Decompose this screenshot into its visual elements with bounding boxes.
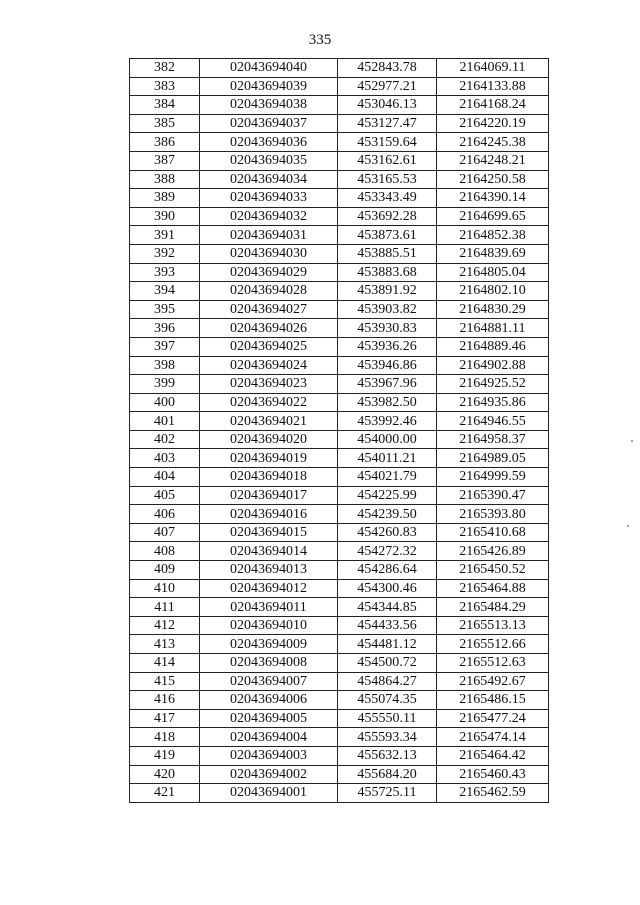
y-coordinate-cell: 2165450.52: [437, 561, 549, 580]
y-coordinate-cell: 2164902.88: [437, 356, 549, 375]
x-coordinate-cell: 454433.56: [338, 616, 437, 635]
table-row: [130, 635, 549, 654]
parcel-id-cell: 02043694013: [200, 561, 338, 580]
x-coordinate-cell: 454272.32: [338, 542, 437, 561]
parcel-id-cell: 02043694011: [200, 598, 338, 617]
row-number-cell: 396: [130, 319, 200, 338]
y-coordinate-cell: 2164946.55: [437, 412, 549, 431]
coordinates-table: [129, 58, 549, 803]
table-row: [130, 96, 549, 115]
table-row: [130, 505, 549, 524]
table-row: [130, 375, 549, 394]
y-coordinate-cell: 2164248.21: [437, 151, 549, 170]
parcel-id-cell: 02043694030: [200, 244, 338, 263]
table-row: [130, 598, 549, 617]
table-row: [130, 449, 549, 468]
table-row: [130, 151, 549, 170]
parcel-id-cell: 02043694031: [200, 226, 338, 245]
y-coordinate-cell: 2164958.37: [437, 430, 549, 449]
parcel-id-cell: 02043694005: [200, 709, 338, 728]
x-coordinate-cell: 453936.26: [338, 337, 437, 356]
row-number-cell: 404: [130, 468, 200, 487]
parcel-id-cell: 02043694004: [200, 728, 338, 747]
parcel-id-cell: 02043694037: [200, 114, 338, 133]
x-coordinate-cell: 453885.51: [338, 244, 437, 263]
y-coordinate-cell: 2165513.13: [437, 616, 549, 635]
parcel-id-cell: 02043694003: [200, 746, 338, 765]
row-number-cell: 397: [130, 337, 200, 356]
row-number-cell: 386: [130, 133, 200, 152]
row-number-cell: 419: [130, 746, 200, 765]
row-number-cell: 417: [130, 709, 200, 728]
y-coordinate-cell: 2164220.19: [437, 114, 549, 133]
table-row: [130, 765, 549, 784]
x-coordinate-cell: 453873.61: [338, 226, 437, 245]
y-coordinate-cell: 2165477.24: [437, 709, 549, 728]
table-row: [130, 300, 549, 319]
x-coordinate-cell: 453159.64: [338, 133, 437, 152]
row-number-cell: 387: [130, 151, 200, 170]
row-number-cell: 398: [130, 356, 200, 375]
table-row: [130, 691, 549, 710]
row-number-cell: 414: [130, 654, 200, 673]
x-coordinate-cell: 454260.83: [338, 523, 437, 542]
y-coordinate-cell: 2165460.43: [437, 765, 549, 784]
y-coordinate-cell: 2165464.42: [437, 746, 549, 765]
table-row: [130, 430, 549, 449]
table-row: [130, 672, 549, 691]
row-number-cell: 383: [130, 77, 200, 96]
x-coordinate-cell: 453162.61: [338, 151, 437, 170]
y-coordinate-cell: 2165492.67: [437, 672, 549, 691]
y-coordinate-cell: 2164699.65: [437, 207, 549, 226]
y-coordinate-cell: 2164390.14: [437, 189, 549, 208]
row-number-cell: 421: [130, 784, 200, 803]
row-number-cell: 416: [130, 691, 200, 710]
x-coordinate-cell: 452977.21: [338, 77, 437, 96]
y-coordinate-cell: 2164069.11: [437, 59, 549, 78]
table-row: [130, 784, 549, 803]
row-number-cell: 382: [130, 59, 200, 78]
parcel-id-cell: 02043694033: [200, 189, 338, 208]
row-number-cell: 385: [130, 114, 200, 133]
y-coordinate-cell: 2165486.15: [437, 691, 549, 710]
parcel-id-cell: 02043694018: [200, 468, 338, 487]
row-number-cell: 401: [130, 412, 200, 431]
parcel-id-cell: 02043694012: [200, 579, 338, 598]
y-coordinate-cell: 2165474.14: [437, 728, 549, 747]
parcel-id-cell: 02043694027: [200, 300, 338, 319]
parcel-id-cell: 02043694016: [200, 505, 338, 524]
table-row: [130, 709, 549, 728]
row-number-cell: 395: [130, 300, 200, 319]
parcel-id-cell: 02043694017: [200, 486, 338, 505]
table-row: [130, 746, 549, 765]
parcel-id-cell: 02043694024: [200, 356, 338, 375]
table-row: [130, 579, 549, 598]
y-coordinate-cell: 2164935.86: [437, 393, 549, 412]
row-number-cell: 405: [130, 486, 200, 505]
row-number-cell: 410: [130, 579, 200, 598]
table-row: [130, 616, 549, 635]
y-coordinate-cell: 2164999.59: [437, 468, 549, 487]
parcel-id-cell: 02043694025: [200, 337, 338, 356]
parcel-id-cell: 02043694034: [200, 170, 338, 189]
y-coordinate-cell: 2164168.24: [437, 96, 549, 115]
row-number-cell: 390: [130, 207, 200, 226]
x-coordinate-cell: 455593.34: [338, 728, 437, 747]
row-number-cell: 420: [130, 765, 200, 784]
row-number-cell: 412: [130, 616, 200, 635]
x-coordinate-cell: 453046.13: [338, 96, 437, 115]
table-row: [130, 114, 549, 133]
x-coordinate-cell: 455632.13: [338, 746, 437, 765]
row-number-cell: 418: [130, 728, 200, 747]
row-number-cell: 392: [130, 244, 200, 263]
parcel-id-cell: 02043694014: [200, 542, 338, 561]
row-number-cell: 408: [130, 542, 200, 561]
y-coordinate-cell: 2164245.38: [437, 133, 549, 152]
parcel-id-cell: 02043694007: [200, 672, 338, 691]
x-coordinate-cell: 454344.85: [338, 598, 437, 617]
row-number-cell: 391: [130, 226, 200, 245]
y-coordinate-cell: 2165462.59: [437, 784, 549, 803]
row-number-cell: 406: [130, 505, 200, 524]
row-number-cell: 393: [130, 263, 200, 282]
x-coordinate-cell: 453967.96: [338, 375, 437, 394]
y-coordinate-cell: 2164805.04: [437, 263, 549, 282]
row-number-cell: 409: [130, 561, 200, 580]
parcel-id-cell: 02043694026: [200, 319, 338, 338]
table-row: [130, 356, 549, 375]
table-row: [130, 337, 549, 356]
table-row: [130, 561, 549, 580]
x-coordinate-cell: 453343.49: [338, 189, 437, 208]
x-coordinate-cell: 454225.99: [338, 486, 437, 505]
x-coordinate-cell: 455725.11: [338, 784, 437, 803]
table-row: [130, 133, 549, 152]
x-coordinate-cell: 453946.86: [338, 356, 437, 375]
table-row: [130, 393, 549, 412]
row-number-cell: 388: [130, 170, 200, 189]
x-coordinate-cell: 454011.21: [338, 449, 437, 468]
row-number-cell: 403: [130, 449, 200, 468]
row-number-cell: 402: [130, 430, 200, 449]
coordinates-table-body: [130, 59, 549, 803]
x-coordinate-cell: 453982.50: [338, 393, 437, 412]
x-coordinate-cell: 454300.46: [338, 579, 437, 598]
parcel-id-cell: 02043694008: [200, 654, 338, 673]
y-coordinate-cell: 2165512.66: [437, 635, 549, 654]
x-coordinate-cell: 454286.64: [338, 561, 437, 580]
parcel-id-cell: 02043694028: [200, 282, 338, 301]
table-row: [130, 486, 549, 505]
y-coordinate-cell: 2165512.63: [437, 654, 549, 673]
y-coordinate-cell: 2164133.88: [437, 77, 549, 96]
parcel-id-cell: 02043694032: [200, 207, 338, 226]
table-row: [130, 77, 549, 96]
x-coordinate-cell: 454481.12: [338, 635, 437, 654]
table-row: [130, 282, 549, 301]
y-coordinate-cell: 2165426.89: [437, 542, 549, 561]
table-row: [130, 244, 549, 263]
parcel-id-cell: 02043694029: [200, 263, 338, 282]
parcel-id-cell: 02043694021: [200, 412, 338, 431]
parcel-id-cell: 02043694023: [200, 375, 338, 394]
row-number-cell: 415: [130, 672, 200, 691]
y-coordinate-cell: 2165390.47: [437, 486, 549, 505]
row-number-cell: 399: [130, 375, 200, 394]
table-row: [130, 728, 549, 747]
parcel-id-cell: 02043694015: [200, 523, 338, 542]
table-row: [130, 226, 549, 245]
parcel-id-cell: 02043694009: [200, 635, 338, 654]
x-coordinate-cell: 453891.92: [338, 282, 437, 301]
y-coordinate-cell: 2164881.11: [437, 319, 549, 338]
x-coordinate-cell: 453903.82: [338, 300, 437, 319]
table-row: [130, 207, 549, 226]
parcel-id-cell: 02043694040: [200, 59, 338, 78]
table-row: [130, 59, 549, 78]
x-coordinate-cell: 453992.46: [338, 412, 437, 431]
parcel-id-cell: 02043694006: [200, 691, 338, 710]
parcel-id-cell: 02043694022: [200, 393, 338, 412]
page-number: 335: [308, 32, 332, 48]
table-row: [130, 654, 549, 673]
x-coordinate-cell: 454000.00: [338, 430, 437, 449]
x-coordinate-cell: 454239.50: [338, 505, 437, 524]
y-coordinate-cell: 2164989.05: [437, 449, 549, 468]
x-coordinate-cell: 454500.72: [338, 654, 437, 673]
table-row: [130, 263, 549, 282]
y-coordinate-cell: 2164830.29: [437, 300, 549, 319]
parcel-id-cell: 02043694035: [200, 151, 338, 170]
y-coordinate-cell: 2165484.29: [437, 598, 549, 617]
y-coordinate-cell: 2164852.38: [437, 226, 549, 245]
x-coordinate-cell: 453127.47: [338, 114, 437, 133]
x-coordinate-cell: 453165.53: [338, 170, 437, 189]
parcel-id-cell: 02043694002: [200, 765, 338, 784]
row-number-cell: 400: [130, 393, 200, 412]
y-coordinate-cell: 2165393.80: [437, 505, 549, 524]
table-row: [130, 319, 549, 338]
table-row: [130, 412, 549, 431]
y-coordinate-cell: 2164802.10: [437, 282, 549, 301]
y-coordinate-cell: 2165464.88: [437, 579, 549, 598]
table-row: [130, 523, 549, 542]
x-coordinate-cell: 453930.83: [338, 319, 437, 338]
table-row: [130, 170, 549, 189]
table-row: [130, 468, 549, 487]
parcel-id-cell: 02043694010: [200, 616, 338, 635]
parcel-id-cell: 02043694020: [200, 430, 338, 449]
y-coordinate-cell: 2164889.46: [437, 337, 549, 356]
parcel-id-cell: 02043694019: [200, 449, 338, 468]
x-coordinate-cell: 454021.79: [338, 468, 437, 487]
row-number-cell: 411: [130, 598, 200, 617]
y-coordinate-cell: 2164839.69: [437, 244, 549, 263]
y-coordinate-cell: 2164925.52: [437, 375, 549, 394]
parcel-id-cell: 02043694039: [200, 77, 338, 96]
x-coordinate-cell: 455074.35: [338, 691, 437, 710]
parcel-id-cell: 02043694038: [200, 96, 338, 115]
row-number-cell: 394: [130, 282, 200, 301]
x-coordinate-cell: 455684.20: [338, 765, 437, 784]
y-coordinate-cell: 2164250.58: [437, 170, 549, 189]
y-coordinate-cell: 2165410.68: [437, 523, 549, 542]
row-number-cell: 413: [130, 635, 200, 654]
scan-speck: [631, 440, 633, 442]
table-row: [130, 189, 549, 208]
table-row: [130, 542, 549, 561]
parcel-id-cell: 02043694036: [200, 133, 338, 152]
x-coordinate-cell: 453692.28: [338, 207, 437, 226]
parcel-id-cell: 02043694001: [200, 784, 338, 803]
x-coordinate-cell: 453883.68: [338, 263, 437, 282]
row-number-cell: 389: [130, 189, 200, 208]
scan-speck: [627, 525, 629, 527]
x-coordinate-cell: 452843.78: [338, 59, 437, 78]
row-number-cell: 407: [130, 523, 200, 542]
x-coordinate-cell: 455550.11: [338, 709, 437, 728]
x-coordinate-cell: 454864.27: [338, 672, 437, 691]
row-number-cell: 384: [130, 96, 200, 115]
